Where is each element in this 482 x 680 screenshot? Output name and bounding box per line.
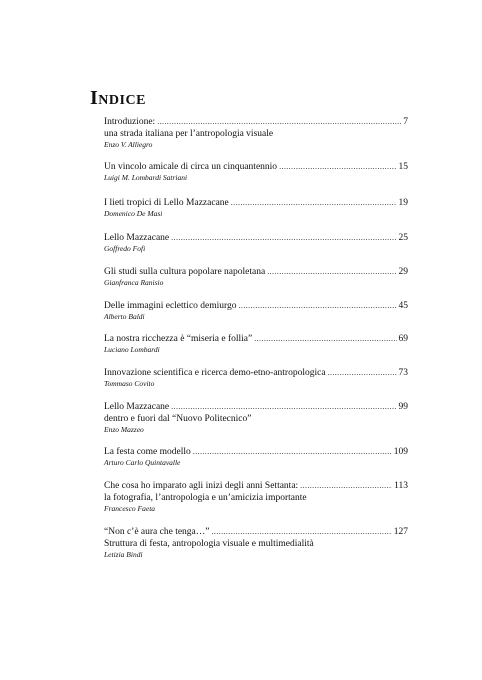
entry-title: Lello Mazzacane bbox=[104, 402, 170, 412]
entry-title: La nostra ricchezza è “miseria e follia” bbox=[104, 334, 253, 344]
entry-author: Enzo Mazzeo bbox=[104, 425, 144, 434]
toc-entry-11[interactable] bbox=[104, 480, 408, 514]
entry-subtitle: Struttura di festa, antropologia visuale e multimedialità bbox=[104, 539, 314, 549]
entry-title: Innovazione scientifica e ricerca demo-etno-antropologica bbox=[104, 368, 326, 378]
dot-leader bbox=[171, 232, 396, 244]
entry-title: I lieti tropici di Lello Mazzacane bbox=[104, 198, 229, 208]
toc-entry-1[interactable] bbox=[104, 116, 408, 150]
entry-author: Alberto Baldi bbox=[104, 312, 145, 321]
entry-title: Lello Mazzacane bbox=[104, 233, 170, 243]
page-number: 127 bbox=[393, 527, 408, 537]
page-number: 109 bbox=[393, 447, 408, 457]
entry-title: La festa come modello bbox=[104, 447, 191, 457]
page-number: 19 bbox=[398, 198, 408, 208]
dot-leader bbox=[171, 401, 396, 413]
dot-leader bbox=[279, 161, 396, 173]
entry-author: Gianfranca Ranisio bbox=[104, 278, 164, 287]
dot-leader bbox=[267, 266, 396, 278]
toc-entry-10[interactable] bbox=[104, 446, 408, 468]
dot-leader bbox=[328, 367, 397, 379]
page-number: 25 bbox=[398, 233, 408, 243]
toc-entry-6[interactable] bbox=[104, 300, 408, 322]
toc-entry-5[interactable] bbox=[104, 266, 408, 288]
page-number: 29 bbox=[398, 267, 408, 277]
entry-author: Tommaso Covito bbox=[104, 379, 155, 388]
page-number: 99 bbox=[398, 402, 408, 412]
toc-entry-4[interactable] bbox=[104, 232, 408, 254]
entry-title: Gli studi sulla cultura popolare napoletana bbox=[104, 267, 266, 277]
page-number: 73 bbox=[398, 368, 408, 378]
page-number: 45 bbox=[398, 301, 408, 311]
entry-author: Francesco Faeta bbox=[104, 504, 156, 513]
dot-leader bbox=[212, 526, 392, 538]
entry-author: Arturo Carlo Quintavalle bbox=[104, 458, 181, 467]
entry-title: Un vincolo amicale di circa un cinquantennio bbox=[104, 162, 278, 172]
dot-leader bbox=[193, 446, 392, 458]
entry-author: Goffredo Fofi bbox=[104, 244, 146, 253]
toc-entry-7[interactable] bbox=[104, 333, 408, 355]
entry-author: Letizia Bindi bbox=[104, 550, 143, 559]
entry-subtitle: una strada italiana per l’antropologia visuale bbox=[104, 129, 274, 139]
toc-entry-12[interactable] bbox=[104, 526, 408, 560]
page-number: 113 bbox=[394, 481, 408, 491]
dot-leader bbox=[157, 116, 401, 128]
entry-title: “Non c’è aura che tenga…” bbox=[104, 527, 210, 537]
toc-entry-3[interactable] bbox=[104, 197, 408, 219]
toc-entry-2[interactable] bbox=[104, 161, 408, 183]
entry-subtitle: la fotografia, l’antropologia e un’amicizia importante bbox=[104, 493, 307, 503]
entry-author: Luigi M. Lombardi Satriani bbox=[104, 173, 188, 182]
page-number: 15 bbox=[398, 162, 408, 172]
entry-author: Domenico De Masi bbox=[104, 209, 163, 218]
dot-leader bbox=[231, 197, 397, 209]
entry-author: Luciano Lombardi bbox=[104, 345, 160, 354]
page-title: Indice bbox=[90, 87, 146, 109]
dot-leader bbox=[239, 300, 397, 312]
dot-leader bbox=[300, 480, 392, 492]
entry-title: Introduzione: bbox=[104, 117, 156, 127]
entry-title: Che cosa ho imparato agli inizi degli anni Settanta: bbox=[104, 481, 299, 491]
toc-entry-8[interactable] bbox=[104, 367, 408, 389]
entry-author: Enzo V. Alliegro bbox=[104, 140, 153, 149]
entry-subtitle: dentro e fuori dal “Nuovo Politecnico” bbox=[104, 414, 252, 424]
entry-title: Delle immagini eclettico demiurgo bbox=[104, 301, 237, 311]
dot-leader bbox=[254, 333, 396, 345]
page-number: 69 bbox=[398, 334, 408, 344]
toc-entry-9[interactable] bbox=[104, 401, 408, 435]
page-number: 7 bbox=[403, 117, 408, 127]
